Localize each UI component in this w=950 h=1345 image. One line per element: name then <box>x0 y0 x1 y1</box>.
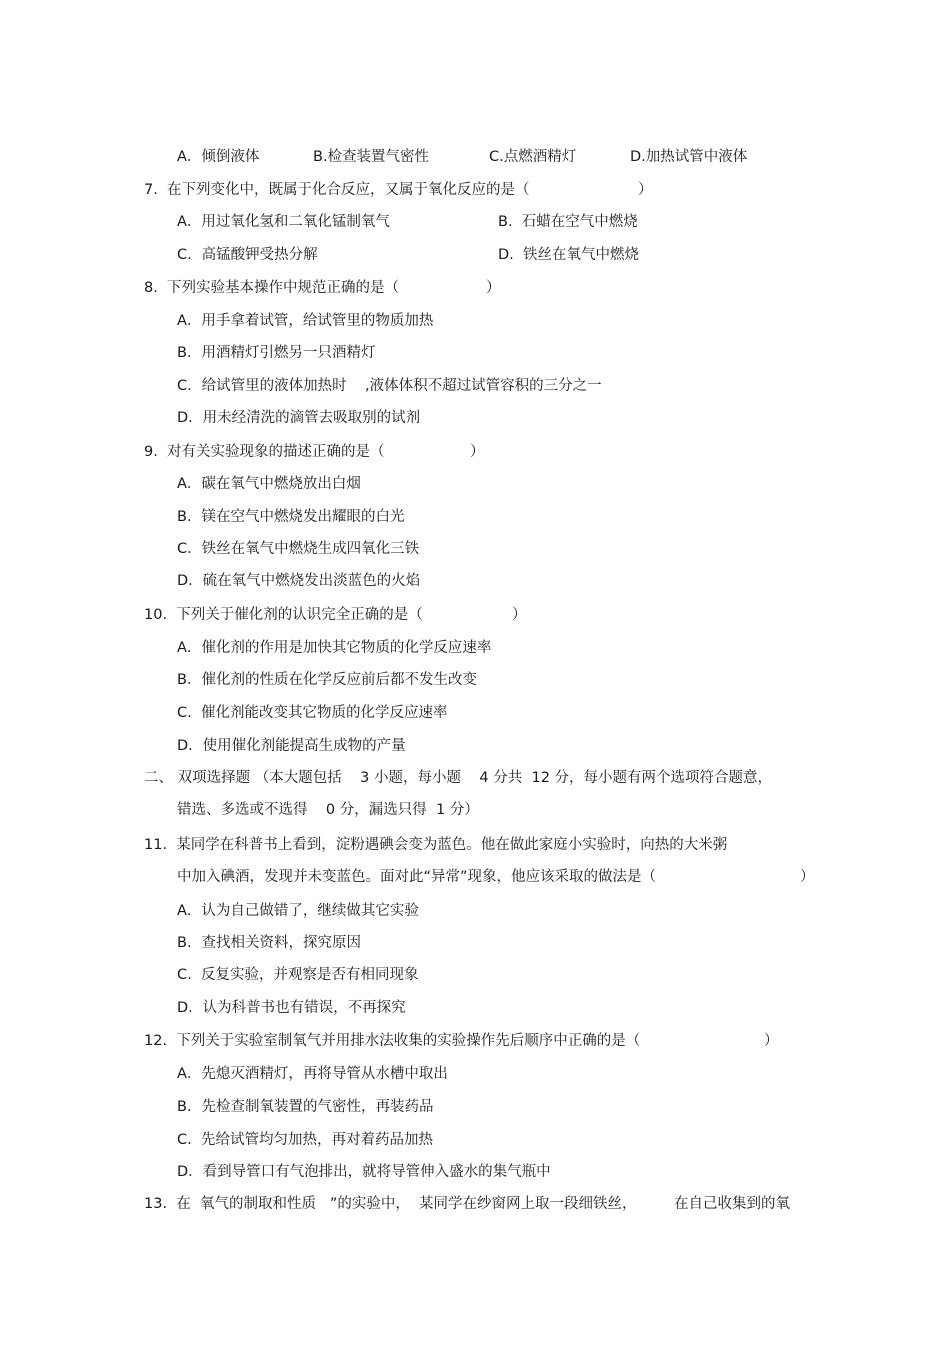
q8-option-b: B．用酒精灯引燃另一只酒精灯 <box>177 345 376 361</box>
section-2-line-2: 错选、多选或不选得 0 分，漏选只得 1 分） <box>177 802 479 818</box>
q6-option-c: C.点燃酒精灯 <box>489 149 577 165</box>
q9-stem: 9. 对有关实验现象的描述正确的是（ <box>144 444 385 460</box>
section-2-line-1: 二、 双项选择题 （本大题包括 3 小题，每小题 4 分共 12 分，每小题有两个选项符合题意， <box>144 770 773 786</box>
q8-paren-close: ） <box>486 280 501 296</box>
q9-option-d: D．硫在氧气中燃烧发出淡蓝色的火焰 <box>177 573 421 589</box>
q11-stem-line-2: 中加入碘酒，发现并未变蓝色。面对此“异常”现象，他应该采取的做法是（ <box>177 869 657 885</box>
q10-option-a: A．催化剂的作用是加快其它物质的化学反应速率 <box>177 640 492 656</box>
q10-option-b: B．催化剂的性质在化学反应前后都不发生改变 <box>177 672 477 688</box>
q12-option-b: B．先检查制氧装置的气密性，再装药品 <box>177 1099 434 1115</box>
q7-option-d: D. 铁丝在氧气中燃烧 <box>498 247 639 263</box>
q10-option-c: C. 催化剂能改变其它物质的化学反应速率 <box>177 705 448 721</box>
q12-stem: 12. 下列关于实验室制氧气并用排水法收集的实验操作先后顺序中正确的是（ <box>144 1033 641 1049</box>
q8-option-a: A．用手拿着试管，给试管里的物质加热 <box>177 313 434 329</box>
q9-option-b: B．镁在空气中燃烧发出耀眼的白光 <box>177 509 405 525</box>
q12-option-c: C. 先给试管均匀加热，再对着药品加热 <box>177 1132 433 1148</box>
q8-option-d: D．用未经清洗的滴管去吸取别的试剂 <box>177 410 421 426</box>
q11-paren-close: ） <box>800 869 815 885</box>
q12-option-a: A．先熄灭酒精灯，再将导管从水槽中取出 <box>177 1066 448 1082</box>
q11-option-c: C. 反复实验，并观察是否有相同现象 <box>177 967 419 983</box>
q10-paren-close: ） <box>512 607 527 623</box>
q12-option-d: D．看到导管口有气泡排出，就将导管伸入盛水的集气瓶中 <box>177 1164 551 1180</box>
q13-stem-part-1: 13. 在 氧气的制取和性质 ”的实验中， 某同学在纱窗网上取一段细铁丝， <box>144 1196 637 1212</box>
q8-option-c-part1: C．给试管里的液体加热时 <box>177 378 347 394</box>
q8-stem: 8. 下列实验基本操作中规范正确的是（ <box>144 280 400 296</box>
q10-option-d: D．使用催化剂能提高生成物的产量 <box>177 738 406 754</box>
q9-option-a: A．碳在氧气中燃烧放出白烟 <box>177 476 361 492</box>
q6-option-a: A．倾倒液体 <box>177 149 260 165</box>
q9-option-c: C．铁丝在氧气中燃烧生成四氧化三铁 <box>177 541 420 557</box>
q6-option-b: B.检查装置气密性 <box>313 149 430 165</box>
q7-stem: 7. 在下列变化中，既属于化合反应，又属于氧化反应的是（ <box>144 182 530 198</box>
q7-option-c: C．高锰酸钾受热分解 <box>177 247 318 263</box>
q12-paren-close: ） <box>764 1033 779 1049</box>
q7-paren-close: ） <box>638 182 653 198</box>
q11-stem-line-1: 11. 某同学在科普书上看到，淀粉遇碘会变为蓝色。他在做此家庭小实验时，向热的大米粥 <box>144 837 728 853</box>
q11-option-d: D．认为科普书也有错误，不再探究 <box>177 1000 406 1016</box>
q13-stem-part-2: 在自己收集到的氧 <box>674 1196 790 1212</box>
q10-stem: 10. 下列关于催化剂的认识完全正确的是（ <box>144 607 423 623</box>
q11-option-b: B．查找相关资料，探究原因 <box>177 935 361 951</box>
q9-paren-close: ） <box>470 444 485 460</box>
q11-option-a: A．认为自己做错了，继续做其它实验 <box>177 903 419 919</box>
q7-option-a: A．用过氧化氢和二氧化锰制氧气 <box>177 214 390 230</box>
q7-option-b: B. 石蜡在空气中燃烧 <box>498 214 638 230</box>
q6-option-d: D.加热试管中液体 <box>630 149 748 165</box>
q8-option-c-part2: ,液体体积不超过试管容积的三分之一 <box>365 378 602 394</box>
